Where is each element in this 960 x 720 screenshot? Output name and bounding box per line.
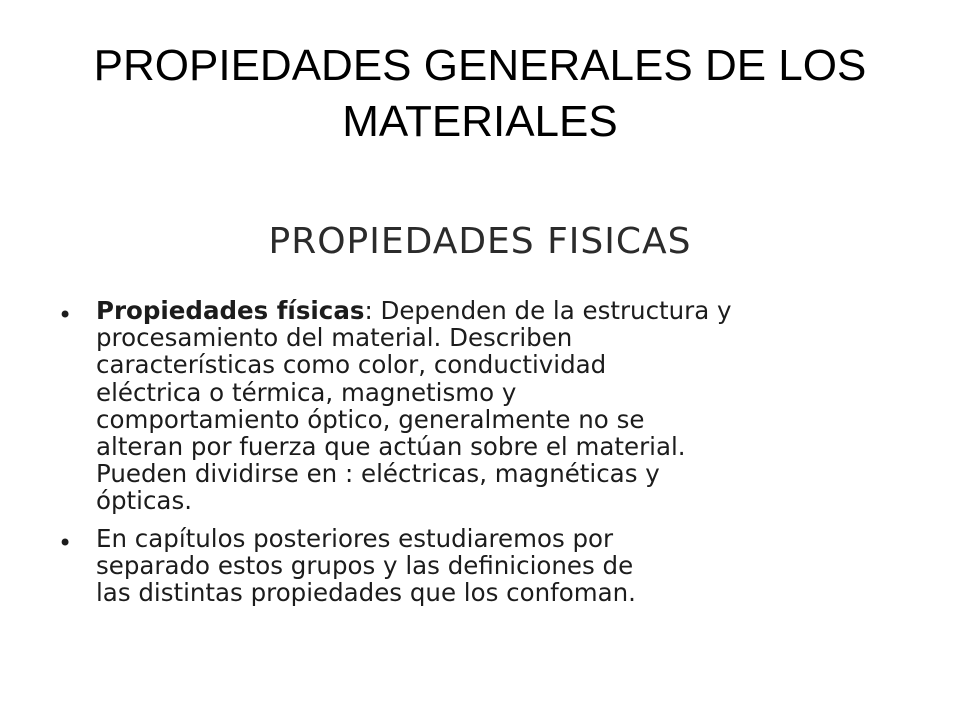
bullet-item-later-chapters (40, 525, 920, 607)
bullet-line (96, 297, 920, 324)
bullet-list (40, 297, 920, 616)
bullet-icon: • (58, 301, 73, 329)
bullet-line: comportamiento óptico, generalmente no se (96, 404, 645, 434)
bullet-line: características como color, conductividad (96, 350, 607, 380)
bullet-line: En capítulos posteriores estudiaremos por (96, 523, 614, 553)
embedded-text-image (40, 205, 920, 650)
bullet-line: ópticas. (96, 486, 192, 516)
bullet-line: Pueden dividirse en : eléctricas, magnéticas y (96, 459, 660, 489)
bullet-line: eléctrica o térmica, magnetismo y (96, 377, 517, 407)
bold-term: Propiedades físicas (96, 296, 365, 325)
bullet-first-line-text: : Depende​n de la estructura y (364, 296, 732, 325)
bullet-line: alteran por fuerza que actúan sobre el material. (96, 432, 686, 462)
bullet-item-physical-properties (40, 297, 920, 515)
bullet-icon: • (58, 528, 73, 557)
slide-title: PROPIEDADES GENERALES DE LOS MATERIALES (93, 41, 867, 146)
image-heading: PROPIEDADES FISICAS (268, 221, 692, 262)
bullet-line: las distintas propiedades que los confoman. (96, 578, 636, 608)
bullet-line: procesamiento del material. Describen (96, 323, 573, 353)
bullet-line: separado estos grupos y las definiciones de (96, 550, 634, 580)
